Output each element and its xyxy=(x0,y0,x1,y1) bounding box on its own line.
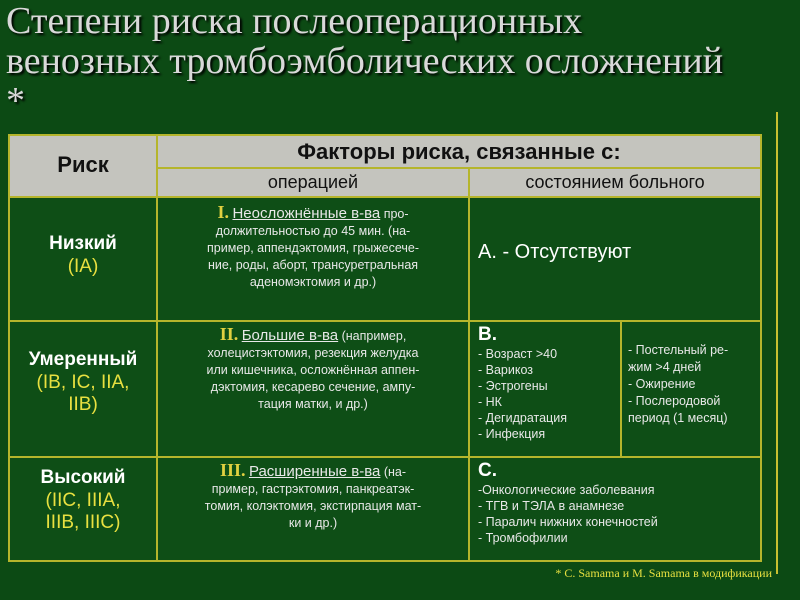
patient-factor: - Тромбофилии xyxy=(478,531,568,545)
header-patient-cell xyxy=(470,169,760,196)
operation-line: аденомэктомия и др.) xyxy=(249,275,377,289)
header-factors: Факторы риска, связанные с: xyxy=(297,139,621,164)
operation-lead-text-high: (на- xyxy=(380,465,407,479)
patient-factor: - Постельный ре- xyxy=(628,343,729,357)
risk-subtypes-high-1: (IIC, IIIA, xyxy=(45,490,121,511)
header-operation-cell xyxy=(158,169,468,196)
operation-lead-text-low: про- xyxy=(380,207,409,221)
patient-letter-a: А. xyxy=(478,241,497,263)
risk-subtypes-moderate-1: (IB, IC, IIA, xyxy=(36,372,130,393)
operation-title-low: Неосложнённые в-ва xyxy=(232,205,381,222)
patient-factor: - Возраст >40 xyxy=(478,347,558,361)
risk-name-moderate: Умеренный xyxy=(28,349,138,370)
patient-letter-b: В. xyxy=(478,324,497,345)
operation-line: ки и др.) xyxy=(288,516,338,530)
risk-cell-moderate xyxy=(10,322,156,456)
patient-factor: - Ожирение xyxy=(628,377,696,391)
operation-lead-low xyxy=(162,204,464,223)
patient-factor: - НК xyxy=(478,395,502,409)
operation-line: тация матки, и др.) xyxy=(258,397,368,411)
header-risk: Риск xyxy=(57,152,109,177)
patient-cell-high xyxy=(470,458,760,560)
header-factors-cell xyxy=(158,136,760,167)
operation-cell-moderate xyxy=(158,322,468,456)
operation-lead-moderate xyxy=(162,326,464,345)
header-operation: операцией xyxy=(267,172,359,192)
operation-line: ние, роды, аборт, трансуретральная xyxy=(207,258,419,272)
operation-lead-text-moderate: (например, xyxy=(338,329,407,343)
patient-cell-low xyxy=(470,198,760,320)
patient-factor: - Эстрогены xyxy=(478,379,548,393)
patient-cell-moderate-right xyxy=(622,322,760,456)
patient-factor: - Инфекция xyxy=(478,427,546,441)
operation-cell-low xyxy=(158,198,468,320)
risk-cell-low xyxy=(10,198,156,320)
patient-factor: - Варикоз xyxy=(478,363,534,377)
patient-factor: - Паралич нижних конечностей xyxy=(478,515,658,529)
operation-line: пример, гастрэктомия, панкреатэк- xyxy=(211,482,415,496)
title-line-2: венозных тромбоэмболических осложнений xyxy=(6,40,724,82)
operation-lead-high xyxy=(162,462,464,481)
operation-line: томия, колэктомия, экстирпация мат- xyxy=(204,499,422,513)
patient-factor: - ТГВ и ТЭЛА в анамнезе xyxy=(478,499,625,513)
risk-subtypes-high-2: IIIB, IIIC) xyxy=(45,512,121,533)
operation-line: или кишечника, осложнённая аппен- xyxy=(206,363,420,377)
operation-title-high: Расширенные в-ва xyxy=(248,463,381,480)
footnote: * C. Samama и M. Samama в модификации xyxy=(555,566,772,580)
roman-numeral-iii: III. xyxy=(219,460,246,480)
risk-name-high: Высокий xyxy=(40,467,126,488)
title-line-1: Степени риска послеоперационных xyxy=(6,2,583,42)
roman-numeral-ii: II. xyxy=(219,324,239,344)
slide-title xyxy=(6,2,798,122)
title-asterisk: * xyxy=(6,80,25,122)
risk-cell-high xyxy=(10,458,156,560)
patient-factor: жим >4 дней xyxy=(628,360,702,374)
operation-cell-high xyxy=(158,458,468,560)
patient-text-a: - Отсутствуют xyxy=(496,241,632,263)
risk-name-low: Низкий xyxy=(49,233,117,254)
patient-factor: период (1 месяц) xyxy=(628,411,728,425)
decorative-vertical-line xyxy=(776,112,778,574)
operation-line: холецистэктомия, резекция желудка xyxy=(207,346,419,360)
patient-factor: - Дегидратация xyxy=(478,411,567,425)
patient-factor: -Онкологические заболевания xyxy=(478,483,655,497)
operation-line: должительностью до 45 мин. (на- xyxy=(215,224,411,238)
risk-subtypes-moderate-2: IIB) xyxy=(68,394,98,415)
operation-line: дэктомия, кесарево сечение, ампу- xyxy=(210,380,416,394)
operation-title-moderate: Большие в-ва xyxy=(241,327,339,344)
patient-factor: - Послеродовой xyxy=(628,394,721,408)
roman-numeral-i: I. xyxy=(217,202,229,222)
patient-cell-moderate-left xyxy=(470,322,620,456)
operation-line: пример, аппендэктомия, грыжесече- xyxy=(207,241,419,255)
patient-letter-c: С. xyxy=(478,460,497,481)
risk-table xyxy=(8,134,762,562)
risk-subtypes-low: (IA) xyxy=(67,256,99,277)
header-patient: состоянием больного xyxy=(525,172,705,192)
header-risk-cell xyxy=(10,136,156,196)
